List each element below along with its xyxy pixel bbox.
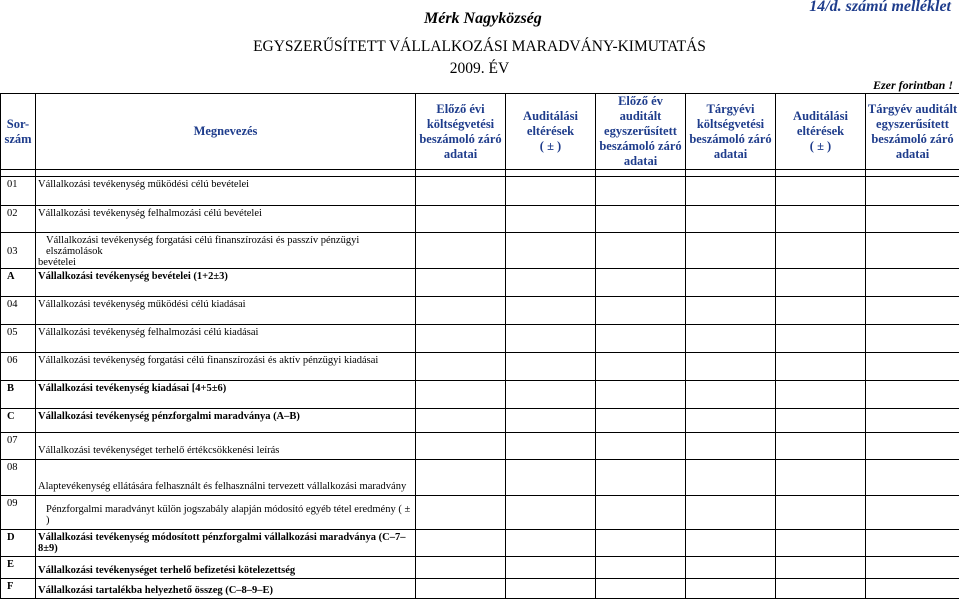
row-label: Vállalkozási tevékenység működési célú kiadásai <box>36 297 416 325</box>
row-label: Vállalkozási tevékenység kiadásai [4+5±6) <box>36 381 416 409</box>
table-row <box>1 557 959 579</box>
row-code: E <box>1 557 36 579</box>
row-label: Vállalkozási tevékenység felhalmozási célú kiadásai <box>36 325 416 353</box>
table-row <box>1 297 959 325</box>
row-code: B <box>1 381 36 409</box>
table-row <box>1 325 959 353</box>
row-code: 06 <box>1 353 36 381</box>
report-table <box>0 93 959 599</box>
spacer-row <box>1 170 959 177</box>
row-label: Alaptevékenység ellátására felhasznált és felhasználni tervezett vállalkozási maradvány <box>36 460 416 496</box>
row-code: C <box>1 409 36 433</box>
unit-note: Ezer forintban ! <box>873 78 953 93</box>
col-header-curr-audited: Tárgyév auditált egyszerűsített beszámoló záró adatai <box>866 94 959 170</box>
table-row <box>1 433 959 460</box>
row-label: Vállalkozási tevékenység bevételei (1+2±3) <box>36 269 416 297</box>
col-header-name: Megnevezés <box>36 94 416 170</box>
row-label: Vállalkozási tevékenység forgatási célú finanszírozási és aktív pénzügyi kiadásai <box>36 353 416 381</box>
table-row <box>1 177 959 206</box>
row-label: Vállalkozási tevékenység pénzforgalmi maradványa (A–B) <box>36 409 416 433</box>
col-header-prev-audited: Előző év auditált egyszerűsített beszámoló záró adatai <box>596 94 686 170</box>
row-code: 04 <box>1 297 36 325</box>
col-header-sorszam: Sor- szám <box>1 94 36 170</box>
row-code: 01 <box>1 177 36 206</box>
row-code: 07 <box>1 433 36 460</box>
row-label: Pénzforgalmi maradványt külön jogszabály alapján módosító egyéb tétel eredmény ( ± ) <box>36 496 416 530</box>
row-code: 05 <box>1 325 36 353</box>
row-code: 09 <box>1 496 36 530</box>
table-row <box>1 496 959 530</box>
col-header-prev-audit-diff: Auditálási eltérések ( ± ) <box>506 94 596 170</box>
table-row <box>1 353 959 381</box>
table-row <box>1 381 959 409</box>
table-row <box>1 579 959 599</box>
table-row <box>1 233 959 269</box>
report-title: EGYSZERŰSÍTETT VÁLLALKOZÁSI MARADVÁNY-KIMUTATÁS <box>0 38 959 56</box>
table-row <box>1 460 959 496</box>
row-code: F <box>1 579 36 599</box>
row-label: Vállalkozási tevékenység felhalmozási célú bevételei <box>36 206 416 233</box>
row-code: 02 <box>1 206 36 233</box>
municipality-name: Mérk Nagyközség <box>424 10 542 28</box>
table-row <box>1 269 959 297</box>
row-label: Vállalkozási tevékenység működési célú bevételei <box>36 177 416 206</box>
row-code: 03 <box>1 233 36 269</box>
table-row <box>1 206 959 233</box>
row-label: Vállalkozási tevékenységet terhelő értékcsökkenési leírás <box>36 433 416 460</box>
col-header-curr-audit-diff: Auditálási eltérések ( ± ) <box>776 94 866 170</box>
row-code: 08 <box>1 460 36 496</box>
col-header-curr-budget: Tárgyévi költségvetési beszámoló záró adatai <box>686 94 776 170</box>
row-label: Vállalkozási tartalékba helyezhető összeg (C–8–9–E) <box>36 579 416 599</box>
row-code: D <box>1 530 36 557</box>
row-label: Vállalkozási tevékenység módosított pénzforgalmi vállalkozási maradványa (C–7–8±9) <box>36 530 416 557</box>
table-row <box>1 530 959 557</box>
annex-label: 14/d. számú melléklet <box>809 0 951 16</box>
header-row <box>1 94 959 170</box>
row-code: A <box>1 269 36 297</box>
row-label: Vállalkozási tevékenység forgatási célú finanszírozási és passzív pénzügyi elszámolások bevételei <box>36 233 416 269</box>
report-year: 2009. ÉV <box>0 60 959 78</box>
table-row <box>1 409 959 433</box>
row-label: Vállalkozási tevékenységet terhelő befizetési kötelezettség <box>36 557 416 579</box>
col-header-prev-budget: Előző évi költségvetési beszámoló záró adatai <box>416 94 506 170</box>
